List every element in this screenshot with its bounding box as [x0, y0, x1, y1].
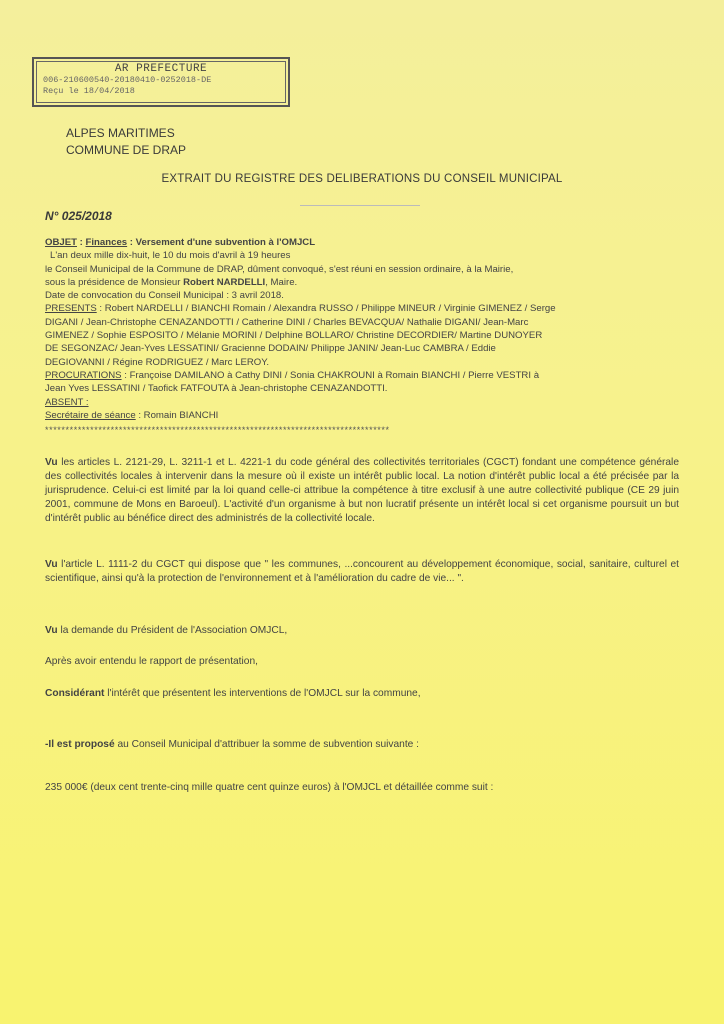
prefecture-stamp-inner — [36, 61, 286, 103]
stamp-received-date: Reçu le 18/04/2018 — [43, 86, 135, 96]
procurations-text-1: : Françoise DAMILANO à Cathy DINI / Sonia CHAKROUNI à Romain BIANCHI / Pierre VESTRI à — [121, 369, 540, 381]
meeting-convened-line: le Conseil Municipal de la Commune de DRAP, dûment convoqué, s'est réuni en session ordinaire, à la Mairie, — [45, 263, 514, 275]
presidency-suffix: , Maire. — [265, 276, 298, 288]
title-divider — [300, 205, 420, 206]
procurations-line-1 — [45, 369, 673, 382]
objet-finances: Finances — [85, 237, 128, 248]
vu-lead-3: Vu — [45, 625, 58, 636]
absent-label: ABSENT : — [45, 396, 89, 408]
deliberation-number: N° 025/2018 — [45, 209, 112, 223]
stamp-title: AR PREFECTURE — [114, 63, 208, 75]
stamp-reference: 006-210600540-20180410-0252018-DE — [43, 75, 212, 85]
vu-text-1: les articles L. 2121-29, L. 3211-1 et L. 4221-1 du code général des collectivités territoriales (CGCT) fondant une compétence générale des collectivités locales à intervenir dans la mesure où il existe un intérêt public local. La notion d'intérêt public local a été précisée par la jurisprudence. Celui-ci est limité par la loi quand celle-ci attribue la compétence à titre exclusif à une autre collectivité publique (CE 29 juin 2001, commune de Mons en Baroeul). L'activité d'un organisme à but non lucratif présente un intérêt local si cet organisme poursuit un but d'intérêt public au bénéfice direct des administrés de la collectivité locale. — [45, 457, 679, 524]
presents-line-3: GIMENEZ / Sophie ESPOSITO / Mélanie MORINI / Delphine BOLLARO/ Christine DECORDIER/ Martine DUNOYER — [45, 330, 543, 342]
vu-articles-paragraph — [45, 456, 679, 526]
vu-lead-2: Vu — [45, 559, 58, 570]
objet-text: : Versement d'une subvention à l'OMJCL — [127, 237, 316, 248]
procurations-line-2: Jean Yves LESSATINI / Taofick FATFOUTA à Jean-christophe CENAZANDOTTI. — [45, 383, 388, 395]
presents-text-1: : Robert NARDELLI / BIANCHI Romain / Alexandra RUSSO / Philippe MINEUR / Virginie GIMENEZ / Serge — [96, 303, 556, 315]
vu-demande-paragraph — [45, 624, 679, 638]
vu-cgct-paragraph — [45, 558, 679, 586]
propose-paragraph — [45, 738, 679, 752]
separator-stars: ************************************************************************************ — [45, 425, 390, 436]
presents-line-1 — [45, 302, 673, 315]
vu-text-3: la demande du Président de l'Association OMJCL, — [57, 625, 288, 636]
secretaire-value: : Romain BIANCHI — [135, 409, 219, 421]
procurations-label: PROCURATIONS — [45, 369, 122, 381]
apres-text: Après avoir entendu le rapport de présentation, — [45, 656, 258, 667]
propose-lead: -Il est proposé — [45, 739, 115, 750]
meeting-date-line: L'an deux mille dix-huit, le 10 du mois d'avril à 19 heures — [50, 250, 291, 262]
considerant-text: l'intérêt que présentent les interventions de l'OMJCL sur la commune, — [104, 688, 421, 699]
president-name: Robert NARDELLI — [183, 276, 266, 288]
presents-line-2: DIGANI / Jean-Christophe CENAZANDOTTI / Catherine DINI / Charles BEVACQUA/ Nathalie DIGANI/ Jean-Marc — [45, 316, 529, 328]
presents-label: PRESENTS — [45, 303, 97, 315]
secretaire-line — [45, 409, 673, 422]
department-name: ALPES MARITIMES — [66, 126, 175, 140]
presidency-line — [45, 276, 673, 289]
secretaire-label: Secrétaire de séance — [45, 409, 136, 421]
amount-paragraph — [45, 781, 679, 795]
considerant-paragraph — [45, 687, 679, 701]
vu-lead-1: Vu — [45, 457, 58, 468]
document-title: EXTRAIT DU REGISTRE DES DELIBERATIONS DU CONSEIL MUNICIPAL — [161, 173, 563, 185]
propose-text: au Conseil Municipal d'attribuer la somme de subvention suivante : — [114, 739, 419, 750]
considerant-lead: Considérant — [45, 688, 105, 699]
convocation-date: Date de convocation du Conseil Municipal : 3 avril 2018. — [45, 290, 284, 302]
apres-paragraph — [45, 655, 679, 669]
prefecture-stamp — [32, 57, 290, 107]
amount-text: 235 000€ (deux cent trente-cinq mille quatre cent quinze euros) à l'OMJCL et détaillée comme suit : — [45, 782, 494, 793]
presents-line-4: DE SEGONZAC/ Jean-Yves LESSATINI/ Gracienne DODAIN/ Philippe JANIN/ Jean-Luc CAMBRA / Eddie — [45, 343, 496, 355]
organization-header — [66, 125, 186, 159]
commune-name: COMMUNE DE DRAP — [66, 143, 187, 157]
objet-label: OBJET — [45, 237, 77, 248]
vu-text-2: l'article L. 1111-2 du CGCT qui dispose que " les communes, ...concourent au développement économique, social, sanitaire, culturel et scientifique, ainsi qu'à la protection de l'environnement et à l'amélioration du cadre de vie... ". — [45, 559, 679, 584]
objet-line: OBJET : Finances : Versement d'une subvention à l'OMJCL — [45, 237, 316, 248]
presidency-prefix: sous la présidence de Monsieur — [45, 276, 184, 288]
presents-line-5: DEGIOVANNI / Régine RODRIGUEZ / Marc LEROY. — [45, 356, 270, 368]
meeting-details — [45, 236, 673, 437]
